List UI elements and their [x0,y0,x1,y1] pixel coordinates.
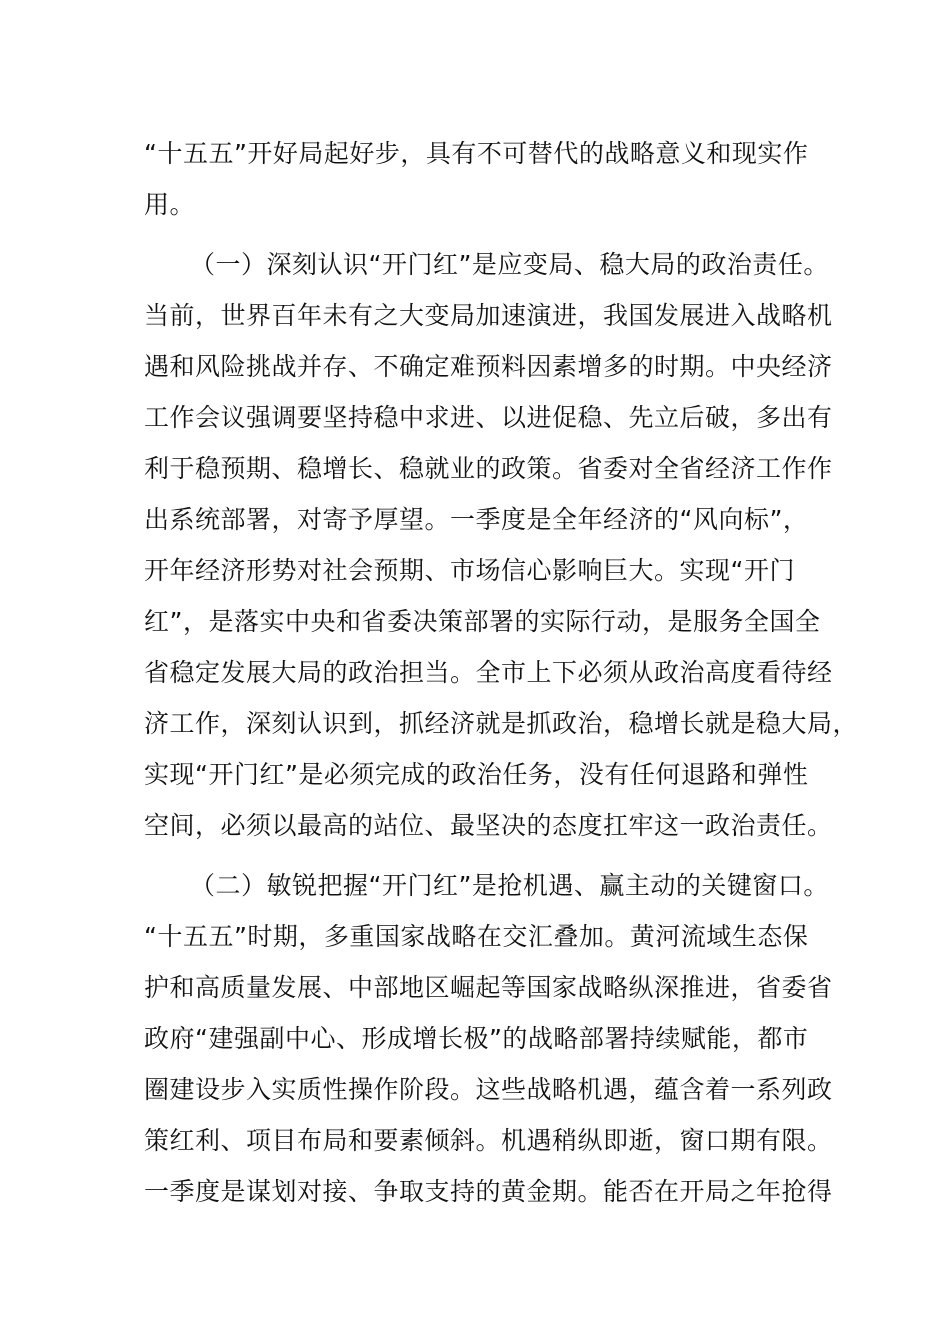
text-line: 遇和风险挑战并存、不确定难预料因素增多的时期。中央经济 [144,352,833,381]
text-line: 圈建设步入实质性操作阶段。这些战略机遇，蕴含着一系列政 [144,1075,833,1104]
text-line: 用。 [144,190,196,219]
body-text [144,128,859,1217]
text-line: 工作会议强调要坚持稳中求进、以进促稳、先立后破，多出有 [144,403,833,432]
text-line: 红”，是落实中央和省委决策部署的实际行动，是服务全国全 [144,607,821,636]
text-line: 护和高质量发展、中部地区崛起等国家战略纵深推进，省委省 [144,973,833,1002]
text-line: 利于稳预期、稳增长、稳就业的政策。省委对全省经济工作作 [144,454,833,483]
section-heading-2: （二）敏锐把握“开门红”是抢机遇、赢主动的关键窗口。 [190,871,829,900]
text-line: 实现“开门红”是必须完成的政治任务，没有任何退路和弹性 [144,760,809,789]
text-line: 开年经济形势对社会预期、市场信心影响巨大。实现“开门 [144,556,795,585]
text-line: 政府“建强副中心、形成增长极”的战略部署持续赋能，都市 [144,1024,809,1053]
text-line: 当前，世界百年未有之大变局加速演进，我国发展进入战略机 [144,301,833,330]
text-line: 省稳定发展大局的政治担当。全市上下必须从政治高度看待经 [144,658,833,687]
text-line: 济工作，深刻认识到，抓经济就是抓政治，稳增长就是稳大局， [144,709,859,738]
text-line: 策红利、项目布局和要素倾斜。机遇稍纵即逝，窗口期有限。 [144,1126,833,1155]
text-line: 出系统部署，对寄予厚望。一季度是全年经济的“风向标”， [144,505,809,534]
text-line: 一季度是谋划对接、争取支持的黄金期。能否在开局之年抢得 [144,1177,833,1206]
text-line: “十五五”时期，多重国家战略在交汇叠加。黄河流域生态保 [144,922,809,951]
text-line: “十五五”开好局起好步，具有不可替代的战略意义和现实作 [144,139,809,168]
section-heading-1: （一）深刻认识“开门红”是应变局、稳大局的政治责任。 [190,250,829,279]
text-line: 空间，必须以最高的站位、最坚决的态度扛牢这一政治责任。 [144,811,833,840]
